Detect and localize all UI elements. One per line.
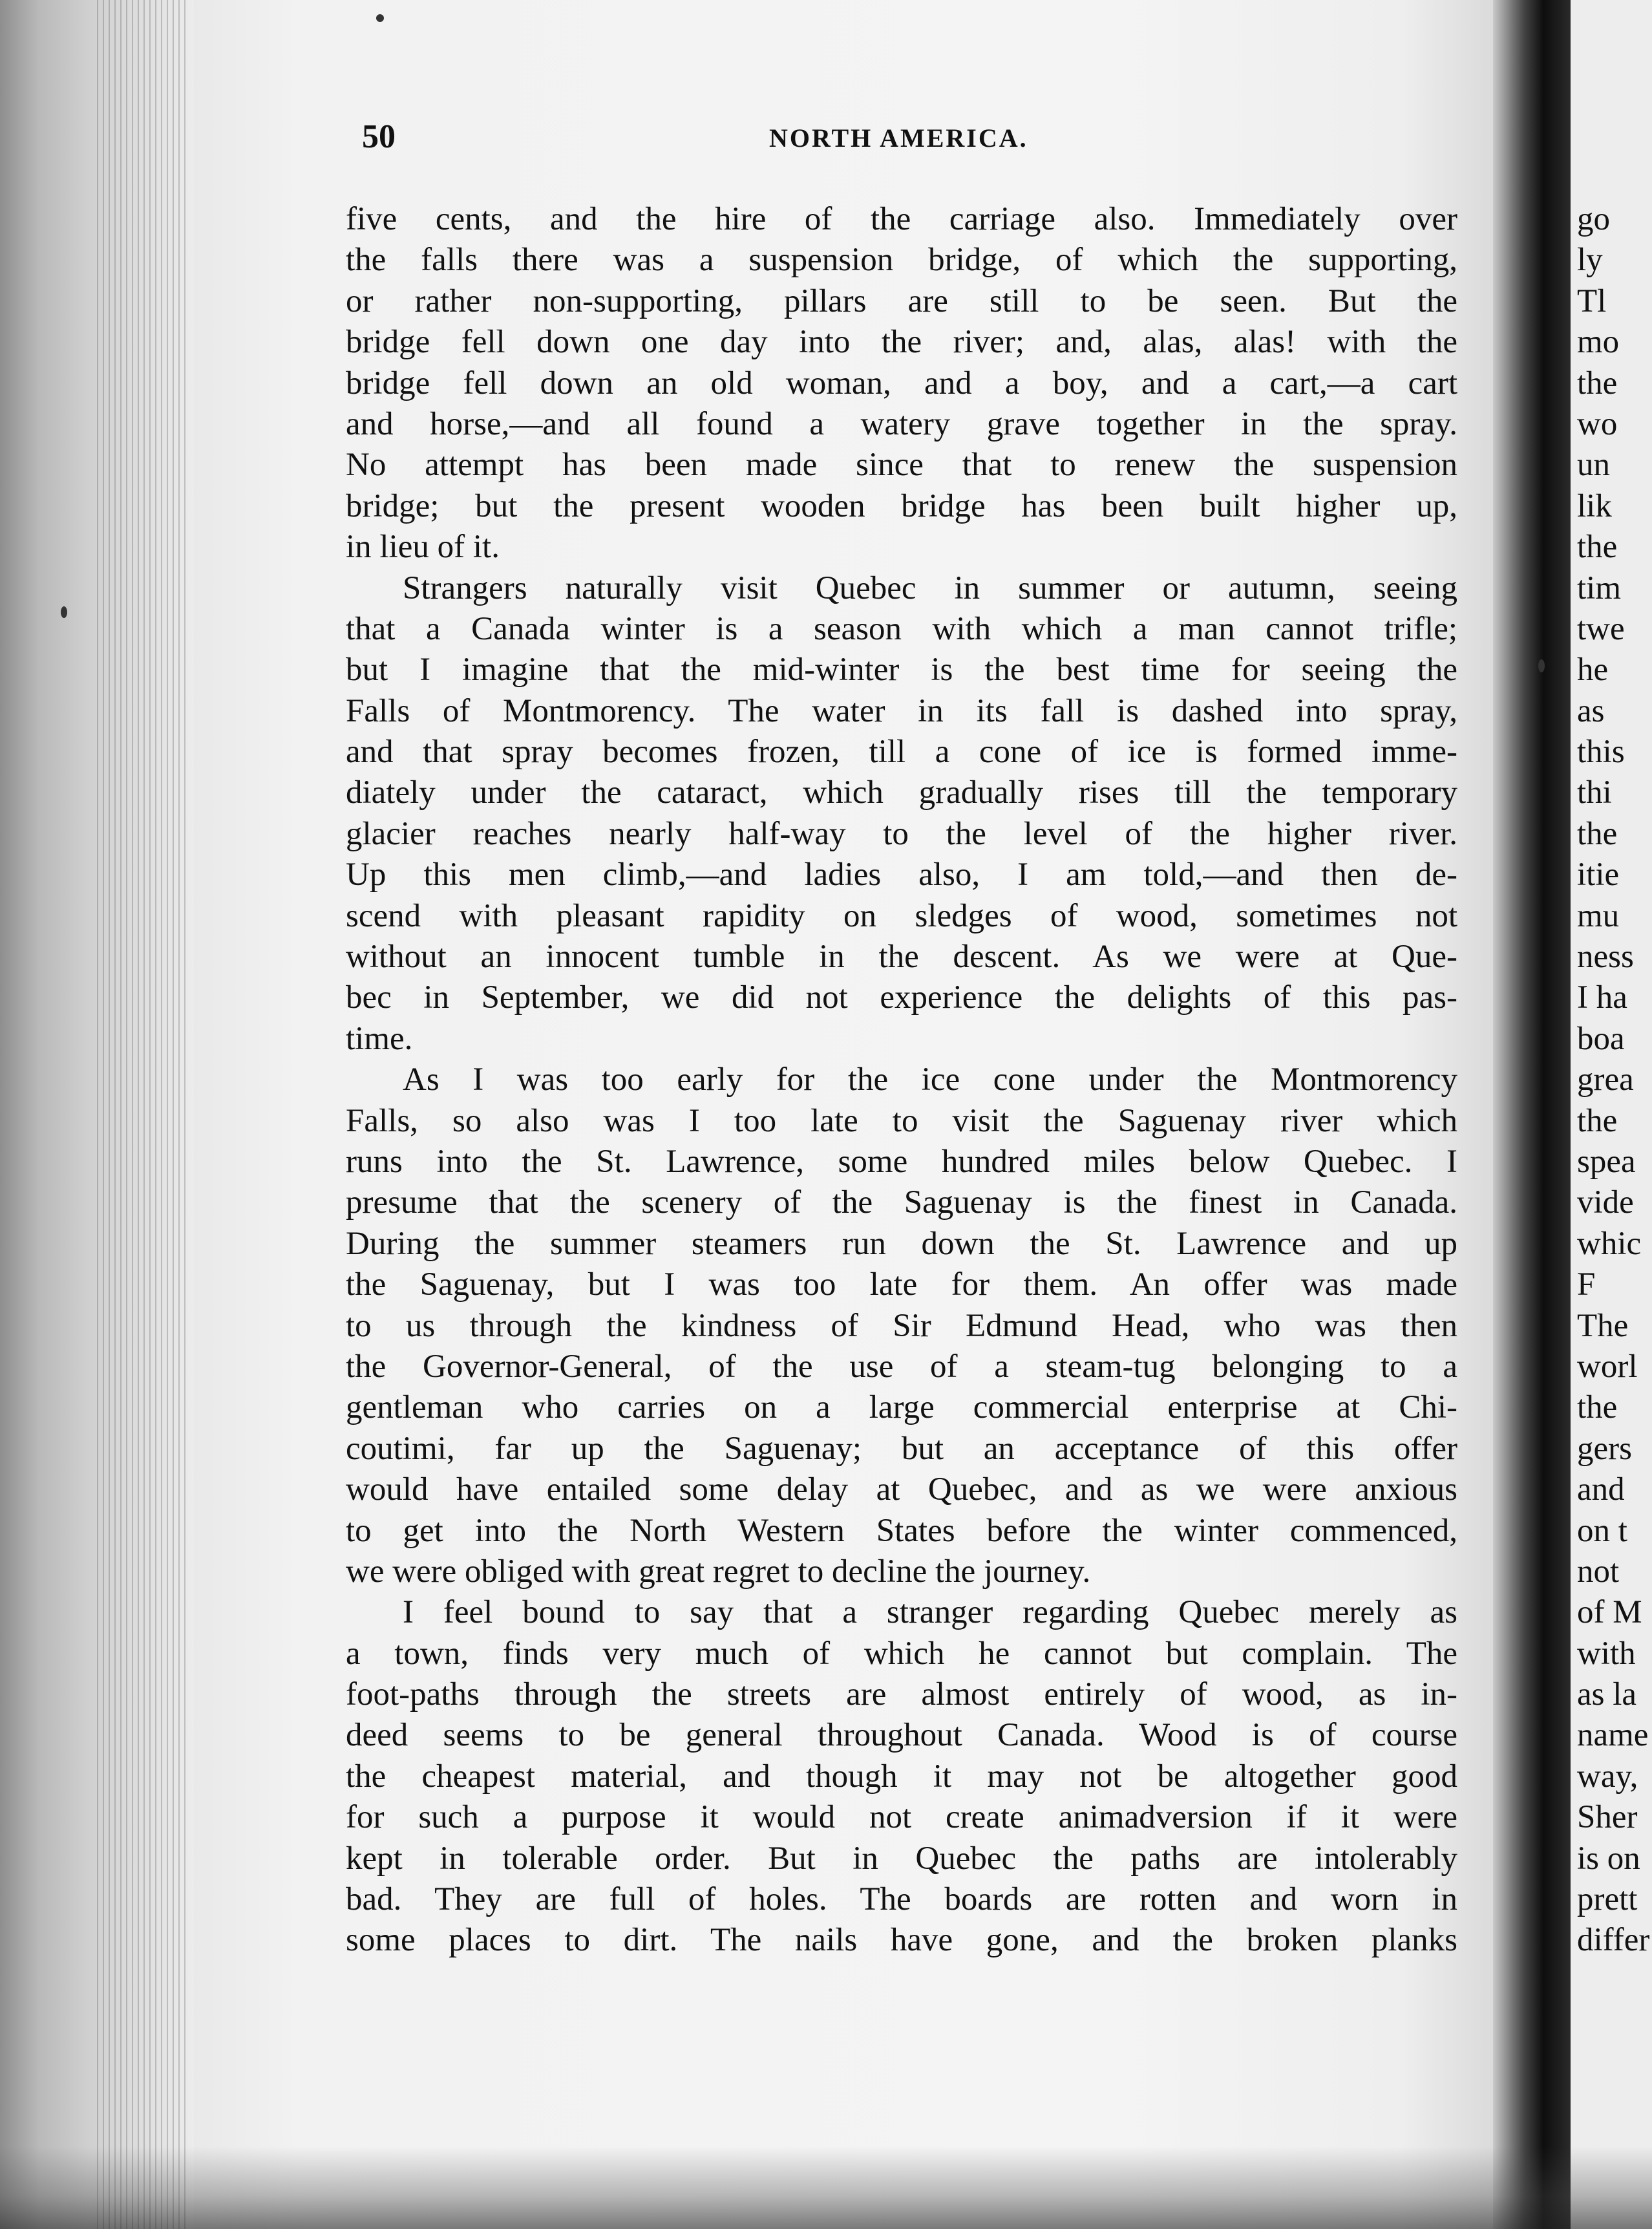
facing-page-line: worl: [1577, 1348, 1638, 1385]
facing-page-line: un: [1577, 447, 1610, 484]
facing-page-line: on t: [1577, 1512, 1627, 1549]
facing-page-line: go: [1577, 201, 1610, 237]
left-page-edges: [0, 0, 194, 2229]
text-line: Falls, so also was I too late to visit the Saguenay river which: [346, 1102, 1457, 1139]
text-line: to us through the kindness of Sir Edmund Head, who was then: [346, 1307, 1457, 1344]
facing-page-line: the: [1577, 1389, 1618, 1426]
text-line: the cheapest material, and though it may not be altogether good: [346, 1758, 1457, 1795]
text-line: bridge fell down an old woman, and a boy, and a cart,—a cart: [346, 365, 1457, 401]
text-line: in lieu of it.: [346, 529, 500, 566]
facing-page-line: Sher: [1577, 1799, 1638, 1836]
ink-speck: [61, 606, 67, 618]
text-line: to get into the North Western States before the winter commenced,: [346, 1512, 1457, 1549]
text-line: some places to dirt. The nails have gone, and the broken planks: [346, 1922, 1457, 1959]
facing-page-line: I ha: [1577, 979, 1627, 1016]
text-line: scend with pleasant rapidity on sledges of wood, sometimes not: [346, 897, 1457, 934]
facing-page-line: vide: [1577, 1184, 1634, 1221]
facing-page-line: itie: [1577, 857, 1620, 893]
text-line: Falls of Montmorency. The water in its fall is dashed into spray,: [346, 692, 1457, 729]
facing-page-line: differ: [1577, 1922, 1650, 1959]
running-head: NORTH AMERICA.: [769, 123, 1028, 153]
text-line: that a Canada winter is a season with which a man cannot trifle;: [346, 610, 1457, 647]
text-line: As I was too early for the ice cone under the Montmorency: [403, 1061, 1457, 1098]
text-line: kept in tolerable order. But in Quebec the paths are intolerably: [346, 1840, 1457, 1877]
text-line: for such a purpose it would not create animadversion if it were: [346, 1799, 1457, 1836]
page-header: [362, 118, 1461, 159]
text-line: During the summer steamers run down the St. Lawrence and up: [346, 1225, 1457, 1262]
body-text: [346, 199, 1457, 1961]
facing-page-line: F: [1577, 1266, 1596, 1303]
facing-page-line: he: [1577, 652, 1609, 688]
facing-page-line: The: [1577, 1307, 1629, 1344]
text-line: without an innocent tumble in the descent. As we were at Que-: [346, 939, 1457, 976]
text-line: glacier reaches nearly half-way to the level of the higher river.: [346, 815, 1457, 852]
facing-page-line: lik: [1577, 487, 1612, 524]
facing-page-line: Tl: [1577, 283, 1607, 319]
text-line: gentleman who carries on a large commercial enterprise at Chi-: [346, 1389, 1457, 1426]
facing-page-line: the: [1577, 815, 1618, 852]
text-line: runs into the St. Lawrence, some hundred miles below Quebec. I: [346, 1143, 1457, 1180]
page-number: 50: [362, 118, 396, 155]
facing-page-line: this: [1577, 734, 1625, 771]
facing-page-line: and: [1577, 1471, 1625, 1508]
text-line: the Governor-General, of the use of a steam-tug belonging to a: [346, 1348, 1457, 1385]
facing-page-line: as: [1577, 692, 1605, 729]
text-line: we were obliged with great regret to decline the journey.: [346, 1553, 1091, 1590]
text-line: would have entailed some delay at Quebec, and as we were anxious: [346, 1471, 1457, 1508]
text-line: and that spray becomes frozen, till a cone of ice is formed imme-: [346, 734, 1457, 771]
text-line: No attempt has been made since that to renew the suspension: [346, 447, 1457, 484]
text-line: I feel bound to say that a stranger regarding Quebec merely as: [403, 1594, 1457, 1631]
facing-page-line: tim: [1577, 570, 1622, 606]
facing-page-line: mo: [1577, 324, 1620, 361]
text-line: but I imagine that the mid-winter is the best time for seeing the: [346, 652, 1457, 688]
facing-page-line: with: [1577, 1635, 1636, 1672]
text-line: deed seems to be general throughout Canada. Wood is of course: [346, 1717, 1457, 1754]
facing-page-text: [1577, 199, 1652, 1961]
text-line: foot-paths through the streets are almost entirely of wood, as in-: [346, 1676, 1457, 1713]
ink-speck: [1538, 659, 1545, 672]
text-line: diately under the cataract, which gradually rises till the temporary: [346, 774, 1457, 811]
facing-page-line: way,: [1577, 1758, 1638, 1795]
text-line: time.: [346, 1020, 413, 1057]
text-line: the falls there was a suspension bridge, of which the supporting,: [346, 242, 1457, 279]
facing-page-line: ness: [1577, 939, 1634, 976]
facing-page-line: prett: [1577, 1881, 1638, 1918]
facing-page-line: thi: [1577, 774, 1612, 811]
facing-page-line: twe: [1577, 610, 1625, 647]
facing-page-line: not: [1577, 1553, 1620, 1590]
facing-page-line: spea: [1577, 1143, 1636, 1180]
facing-page-line: whic: [1577, 1225, 1642, 1262]
text-line: bridge; but the present wooden bridge has been built higher up,: [346, 487, 1457, 524]
facing-page-line: name: [1577, 1717, 1649, 1754]
text-line: five cents, and the hire of the carriage also. Immediately over: [346, 201, 1457, 237]
text-line: the Saguenay, but I was too late for them. An offer was made: [346, 1266, 1457, 1303]
text-line: presume that the scenery of the Saguenay is the finest in Canada.: [346, 1184, 1457, 1221]
facing-page-line: the: [1577, 1102, 1618, 1139]
page-bottom-shadow: [0, 2146, 1652, 2229]
facing-page-line: the: [1577, 365, 1618, 401]
text-line: Strangers naturally visit Quebec in summer or autumn, seeing: [403, 570, 1457, 606]
text-line: coutimi, far up the Saguenay; but an acceptance of this offer: [346, 1430, 1457, 1467]
facing-page-line: ly: [1577, 242, 1603, 279]
ink-speck: [376, 14, 384, 22]
book-gutter-shadow: [1493, 0, 1571, 2229]
text-line: or rather non-supporting, pillars are still to be seen. But the: [346, 283, 1457, 319]
facing-page-line: is on: [1577, 1840, 1640, 1877]
text-line: bridge fell down one day into the river; and, alas, alas! with the: [346, 324, 1457, 361]
facing-page-line: of M: [1577, 1594, 1642, 1631]
text-line: Up this men climb,—and ladies also, I am told,—and then de-: [346, 857, 1457, 893]
facing-page-line: as la: [1577, 1676, 1637, 1713]
text-line: and horse,—and all found a watery grave together in the spray.: [346, 405, 1457, 442]
text-line: bec in September, we did not experience the delights of this pas-: [346, 979, 1457, 1016]
facing-page-line: gers: [1577, 1430, 1632, 1467]
facing-page-line: wo: [1577, 405, 1618, 442]
facing-page-line: the: [1577, 529, 1618, 566]
facing-page-line: mu: [1577, 897, 1620, 934]
text-line: bad. They are full of holes. The boards are rotten and worn in: [346, 1881, 1457, 1918]
facing-page-line: grea: [1577, 1061, 1634, 1098]
text-line: a town, finds very much of which he cannot but complain. The: [346, 1635, 1457, 1672]
facing-page-line: boa: [1577, 1020, 1625, 1057]
